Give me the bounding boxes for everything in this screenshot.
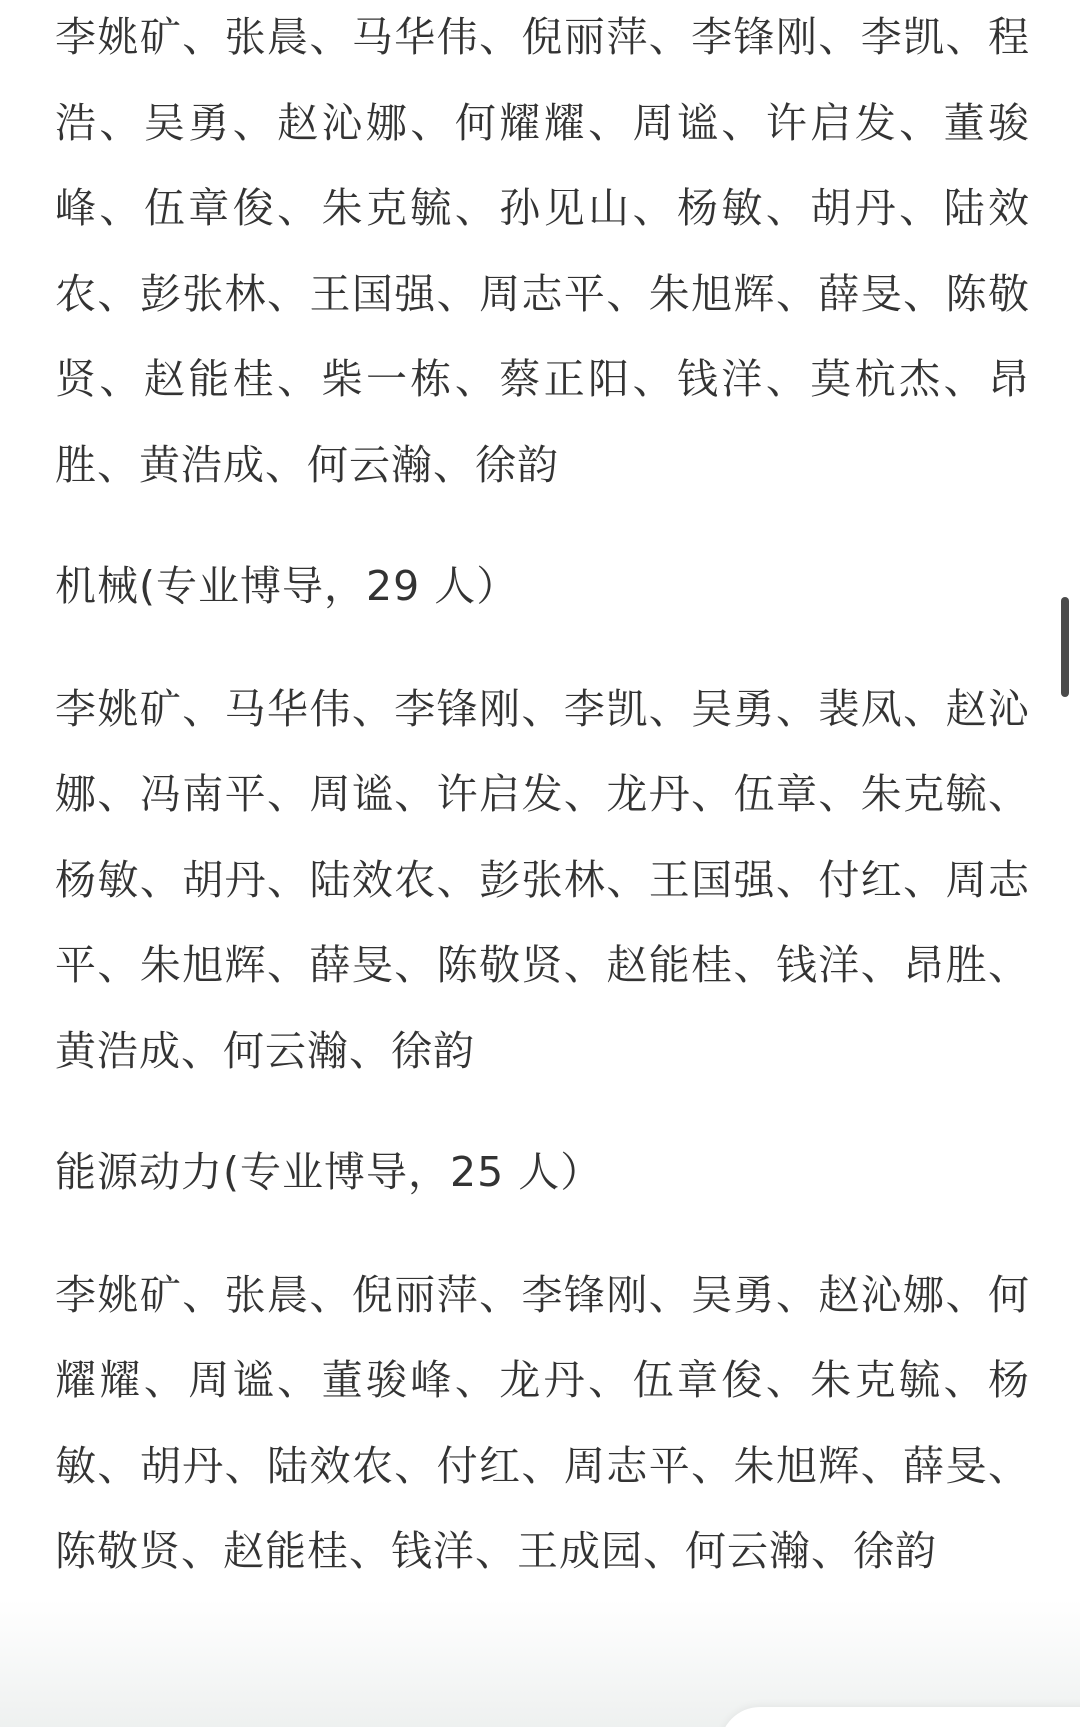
article-content	[55, 0, 1030, 1595]
supervisor-name-list-mechanical: 李姚矿、马华伟、李锋刚、李凯、吴勇、裴凤、赵沁娜、冯南平、周谧、许启发、龙丹、伍章、朱克毓、杨敏、胡丹、陆效农、彭张林、王国强、付红、周志平、朱旭辉、薛旻、陈敬贤、赵能桂、钱洋、昂胜、黄浩成、何云瀚、徐韵	[55, 684, 1030, 1075]
bottom-sheet-edge	[720, 1707, 1080, 1727]
supervisor-name-list-energy-power: 李姚矿、张晨、倪丽萍、李锋刚、吴勇、赵沁娜、何耀耀、周谧、董骏峰、龙丹、伍章俊、朱克毓、杨敏、胡丹、陆效农、付红、周志平、朱旭辉、薛旻、陈敬贤、赵能桂、钱洋、王成园、何云瀚、徐韵	[55, 1270, 1030, 1576]
section-heading-mechanical: 机械(专业博导，29 人）	[55, 561, 519, 610]
supervisor-name-list: 李姚矿、张晨、马华伟、倪丽萍、李锋刚、李凯、程浩、吴勇、赵沁娜、何耀耀、周谧、许启发、董骏峰、伍章俊、朱克毓、孙见山、杨敏、胡丹、陆效农、彭张林、王国强、周志平、朱旭辉、薛旻、陈敬贤、赵能桂、柴一栋、蔡正阳、钱洋、莫杭杰、昂胜、黄浩成、何云瀚、徐韵	[55, 13, 1030, 489]
scrollbar-thumb[interactable]	[1061, 597, 1069, 697]
section-heading-energy-power: 能源动力(专业博导，25 人）	[55, 1147, 603, 1196]
